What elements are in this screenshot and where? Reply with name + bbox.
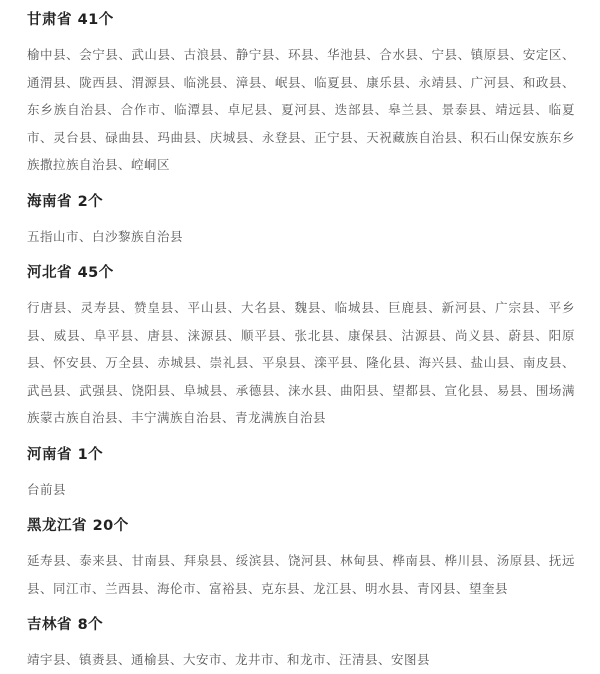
province-header [27,10,575,30]
province-section [27,192,575,251]
county-list: 行唐县、灵寿县、赞皇县、平山县、大名县、魏县、临城县、巨鹿县、新河县、广宗县、平乡县、威县、阜平县、唐县、涞源县、顺平县、张北县、康保县、沽源县、尚义县、蔚县、阳原县、怀安县、万全县、赤城县、崇礼县、平泉县、滦平县、隆化县、海兴县、盐山县、南皮县、武邑县、武强县、饶阳县、阜城县、承德县、涞水县、曲阳县、望都县、宣化县、易县、围场满族蒙古族自治县、丰宁满族自治县、青龙满族自治县 [27,300,575,425]
county-count: 41个 [77,12,114,28]
province-header [27,263,575,283]
county-count: 1个 [77,446,104,463]
province-name: 黑龙江省 [27,518,87,534]
province-name: 河南省 [27,446,72,463]
county-count: 2个 [77,193,104,210]
province-header [27,192,575,212]
province-header [27,516,575,536]
province-name: 河北省 [27,265,72,281]
province-section [27,263,575,432]
province-header [27,445,575,465]
province-section [27,10,575,179]
county-count: 45个 [77,265,114,281]
county-list: 榆中县、会宁县、武山县、古浪县、静宁县、环县、华池县、合水县、宁县、镇原县、安定区、通渭县、陇西县、渭源县、临洮县、漳县、岷县、临夏县、康乐县、永靖县、广河县、和政县、东乡族自治县、合作市、临潭县、卓尼县、夏河县、迭部县、皋兰县、景泰县、靖远县、临夏市、灵台县、碌曲县、玛曲县、庆城县、永登县、正宁县、天祝藏族自治县、积石山保安族东乡族撒拉族自治县、崆峒区 [27,47,575,172]
province-section [27,516,575,602]
province-section [27,615,575,674]
province-section [27,445,575,504]
county-list: 五指山市、白沙黎族自治县 [27,228,184,244]
county-list: 靖宇县、镇赉县、通榆县、大安市、龙井市、和龙市、汪清县、安图县 [27,652,431,667]
province-list [27,10,575,674]
county-list: 延寿县、泰来县、甘南县、拜泉县、绥滨县、饶河县、林甸县、桦南县、桦川县、汤原县、抚远县、同江市、兰西县、海伦市、富裕县、克东县、龙江县、明水县、青冈县、望奎县 [27,553,575,596]
province-name: 甘肃省 [27,12,72,28]
county-list: 台前县 [27,481,67,497]
province-header [27,615,575,635]
province-name: 海南省 [27,193,72,210]
county-count: 20个 [92,518,129,534]
county-count: 8个 [77,617,104,633]
province-name: 吉林省 [27,617,72,633]
